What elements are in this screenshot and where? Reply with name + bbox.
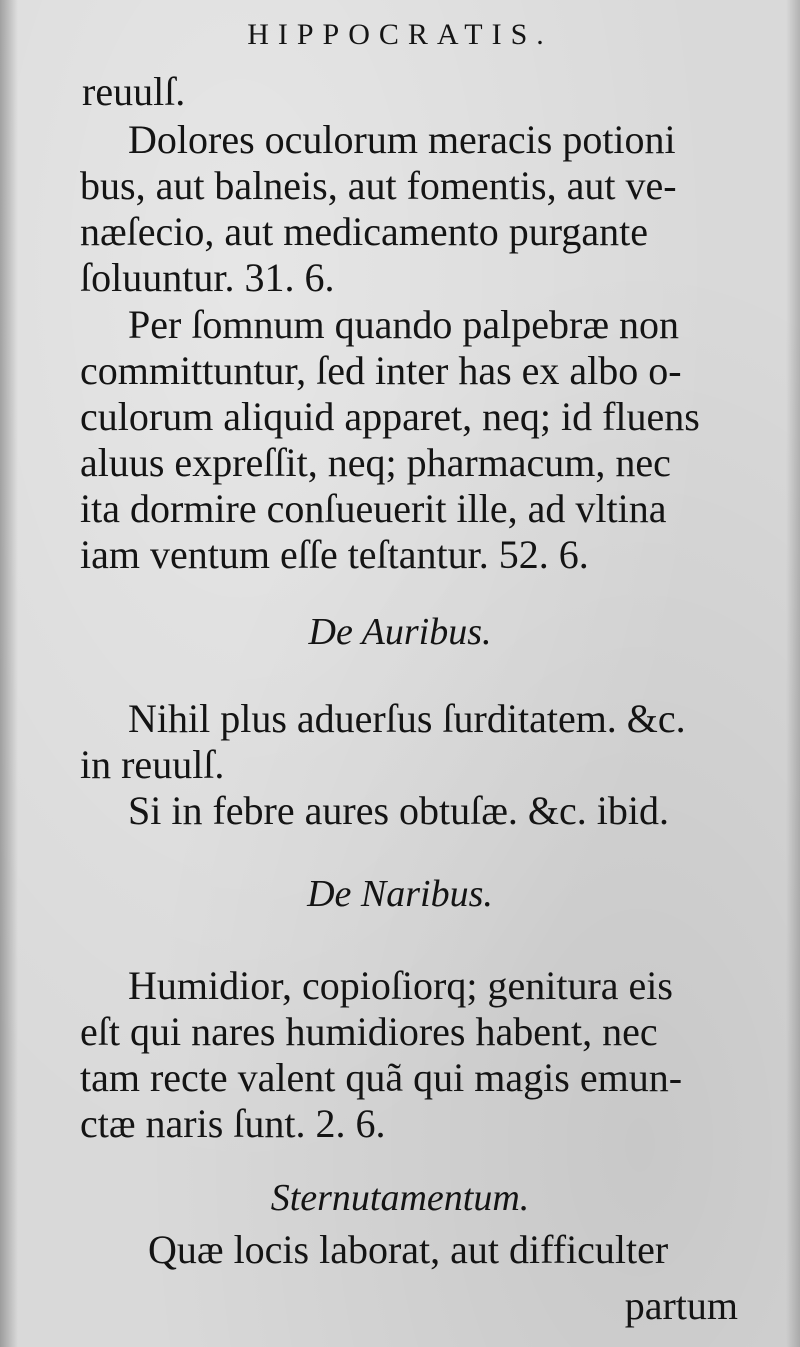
text-line-18: ctæ naris ſunt. 2. 6. — [80, 1101, 386, 1146]
text-line-4: næſecio, aut medicamento purgante — [80, 209, 648, 254]
text-line-12: Nihil plus aduerſus ſurditatem. &c. — [128, 696, 686, 741]
text-line-10: ita dormire conſueuerit ille, ad vltina — [80, 486, 667, 531]
section-heading-auribus: De Auribus. — [308, 611, 492, 653]
text-line-14: Si in febre aures obtuſæ. &c. ibid. — [128, 788, 670, 833]
text-line-17: tam recte valent quã qui magis emun- — [80, 1055, 683, 1100]
text-line-2: Dolores oculorum meracis potioni — [128, 117, 676, 162]
text-line-3: bus, aut balneis, aut fomentis, aut ve- — [80, 163, 677, 208]
running-head: HIPPOCRATIS. — [247, 18, 553, 51]
section-heading-sternutamentum: Sternutamentum. — [270, 1177, 530, 1219]
text-line-15: Humidior, copioſiorq; genitura eis — [128, 963, 673, 1008]
text-line-13: in reuulſ. — [80, 742, 225, 787]
text-line-19: Quæ locis laborat, aut difficulter — [148, 1227, 669, 1272]
text-line-8: culorum aliquid apparet, neq; id fluens — [80, 394, 700, 439]
text-line-11: iam ventum eſſe teſtantur. 52. 6. — [80, 532, 589, 577]
catchword: partum — [624, 1283, 738, 1328]
text-line-6: Per ſomnum quando palpebræ non — [128, 302, 680, 347]
page-edge-shadow — [786, 0, 800, 1347]
text-line-1: reuulſ. — [82, 69, 186, 114]
section-heading-naribus: De Naribus. — [307, 873, 493, 915]
text-line-9: aluus expreſſit, neq; pharmacum, nec — [80, 440, 671, 485]
page-gutter-shadow — [0, 0, 18, 1347]
text-line-5: ſoluuntur. 31. 6. — [80, 255, 335, 300]
text-line-16: eſt qui nares humidiores habent, nec — [80, 1009, 658, 1054]
text-line-7: committuntur, ſed inter has ex albo o- — [80, 348, 682, 393]
